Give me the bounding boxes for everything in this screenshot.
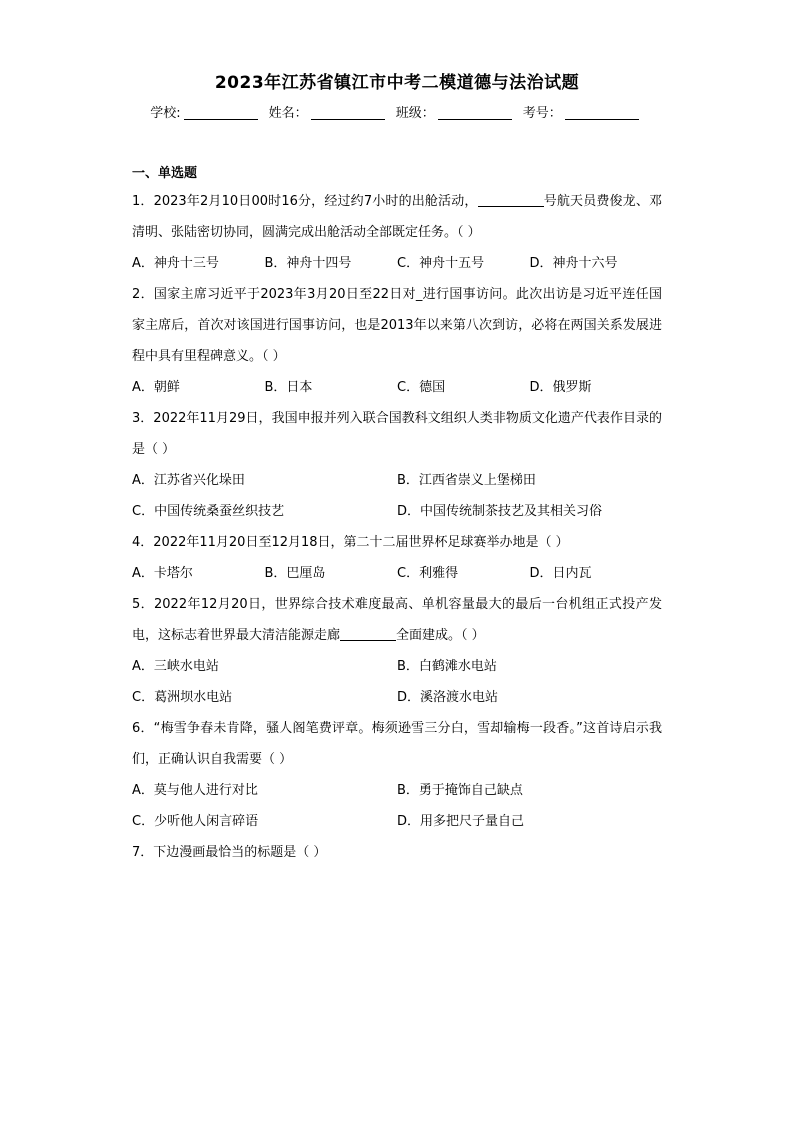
question-1 xyxy=(132,186,662,248)
option-d[interactable]: D．神舟十六号 xyxy=(529,256,618,271)
question-3: 3．2022年11月29日，我国申报并列入联合国教科文组织人类非物质文化遗产代表作目录的是（ ） xyxy=(132,411,662,457)
option-c[interactable]: C．葛洲坝水电站 xyxy=(132,690,233,705)
option-d[interactable]: D．俄罗斯 xyxy=(529,380,592,395)
option-b[interactable]: B．日本 xyxy=(264,380,313,395)
option-b[interactable]: B．巴厘岛 xyxy=(264,566,326,581)
question-2-options xyxy=(132,372,662,403)
question-1-text-part-1: 1．2023年2月10日00时16分，经过约7小时的出舱活动， xyxy=(132,194,478,209)
class-label: 班级： xyxy=(395,106,435,121)
question-6: 6．“梅雪争春未肯降，骚人阁笔费评章。梅须逊雪三分白，雪却输梅一段香。”这首诗启示我们，正确认识自我需要（ ） xyxy=(132,721,662,767)
option-c[interactable]: C．中国传统桑蚕丝织技艺 xyxy=(132,504,285,519)
option-c[interactable]: C．德国 xyxy=(397,380,446,395)
option-a[interactable]: A．江苏省兴化垛田 xyxy=(132,473,245,488)
question-5-text-part-1: 5．2022年12月20日，世界综合技术难度最高、单机容量最大的最后一台机组正式投产发电，这标志着世界最大清洁能源走廊 xyxy=(132,597,662,643)
question-5-options xyxy=(132,651,662,713)
option-b[interactable]: B．白鹤滩水电站 xyxy=(397,659,497,674)
option-c[interactable]: C．利雅得 xyxy=(397,566,459,581)
school-blank[interactable] xyxy=(184,107,258,120)
question-5 xyxy=(132,589,662,651)
question-5-fill-blank xyxy=(340,626,396,641)
question-4-options xyxy=(132,558,662,589)
name-blank[interactable] xyxy=(311,107,385,120)
option-a[interactable]: A．三峡水电站 xyxy=(132,659,219,674)
option-b[interactable]: B．神舟十四号 xyxy=(264,256,352,271)
option-d[interactable]: D．溪洛渡水电站 xyxy=(397,690,499,705)
class-blank[interactable] xyxy=(438,107,512,120)
option-a[interactable]: A．神舟十三号 xyxy=(132,256,219,271)
option-b[interactable]: B．江西省崇义上堡梯田 xyxy=(397,473,536,488)
exam-number-blank[interactable] xyxy=(565,107,639,120)
option-d[interactable]: D．日内瓦 xyxy=(529,566,592,581)
option-b[interactable]: B．勇于掩饰自己缺点 xyxy=(397,783,523,798)
question-1-options xyxy=(132,248,662,279)
option-a[interactable]: A．莫与他人进行对比 xyxy=(132,783,258,798)
option-c[interactable]: C．少听他人闲言碎语 xyxy=(132,814,259,829)
school-label: 学校: xyxy=(150,106,181,121)
option-a[interactable]: A．卡塔尔 xyxy=(132,566,193,581)
option-d[interactable]: D．用多把尺子量自己 xyxy=(397,814,525,829)
question-1-text-part-2: 号航天员费俊龙、邓清明、张陆密切协同，圆满完成出舱活动全部既定任务。（ ） xyxy=(132,194,662,240)
name-label: 姓名： xyxy=(268,106,308,121)
question-1-fill-blank xyxy=(478,192,544,207)
question-7: 7．下边漫画最恰当的标题是（ ） xyxy=(132,845,327,860)
question-5-text-part-2: 全面建成。（ ） xyxy=(396,628,485,643)
option-c[interactable]: C．神舟十五号 xyxy=(397,256,485,271)
option-a[interactable]: A．朝鲜 xyxy=(132,380,180,395)
exam-content xyxy=(132,162,662,868)
question-3-options xyxy=(132,465,662,527)
page-title: 2023年江苏省镇江市中考二模道德与法治试题 xyxy=(214,73,580,93)
question-4: 4．2022年11月20日至12月18日，第二十二届世界杯足球赛举办地是（ ） xyxy=(132,535,569,550)
question-2: 2．国家主席习近平于2023年3月20日至22日对_进行国事访问。此次出访是习近平连任国家主席后，首次对该国进行国事访问，也是2013年以来第八次到访，必将在两国关系发展进程中具有里程碑意义。（ ） xyxy=(132,287,662,364)
student-info-line xyxy=(0,102,794,121)
exam-number-label: 考号： xyxy=(522,106,562,121)
section-heading: 一、单选题 xyxy=(132,166,198,181)
option-d[interactable]: D．中国传统制茶技艺及其相关习俗 xyxy=(397,504,603,519)
question-6-options xyxy=(132,775,662,837)
